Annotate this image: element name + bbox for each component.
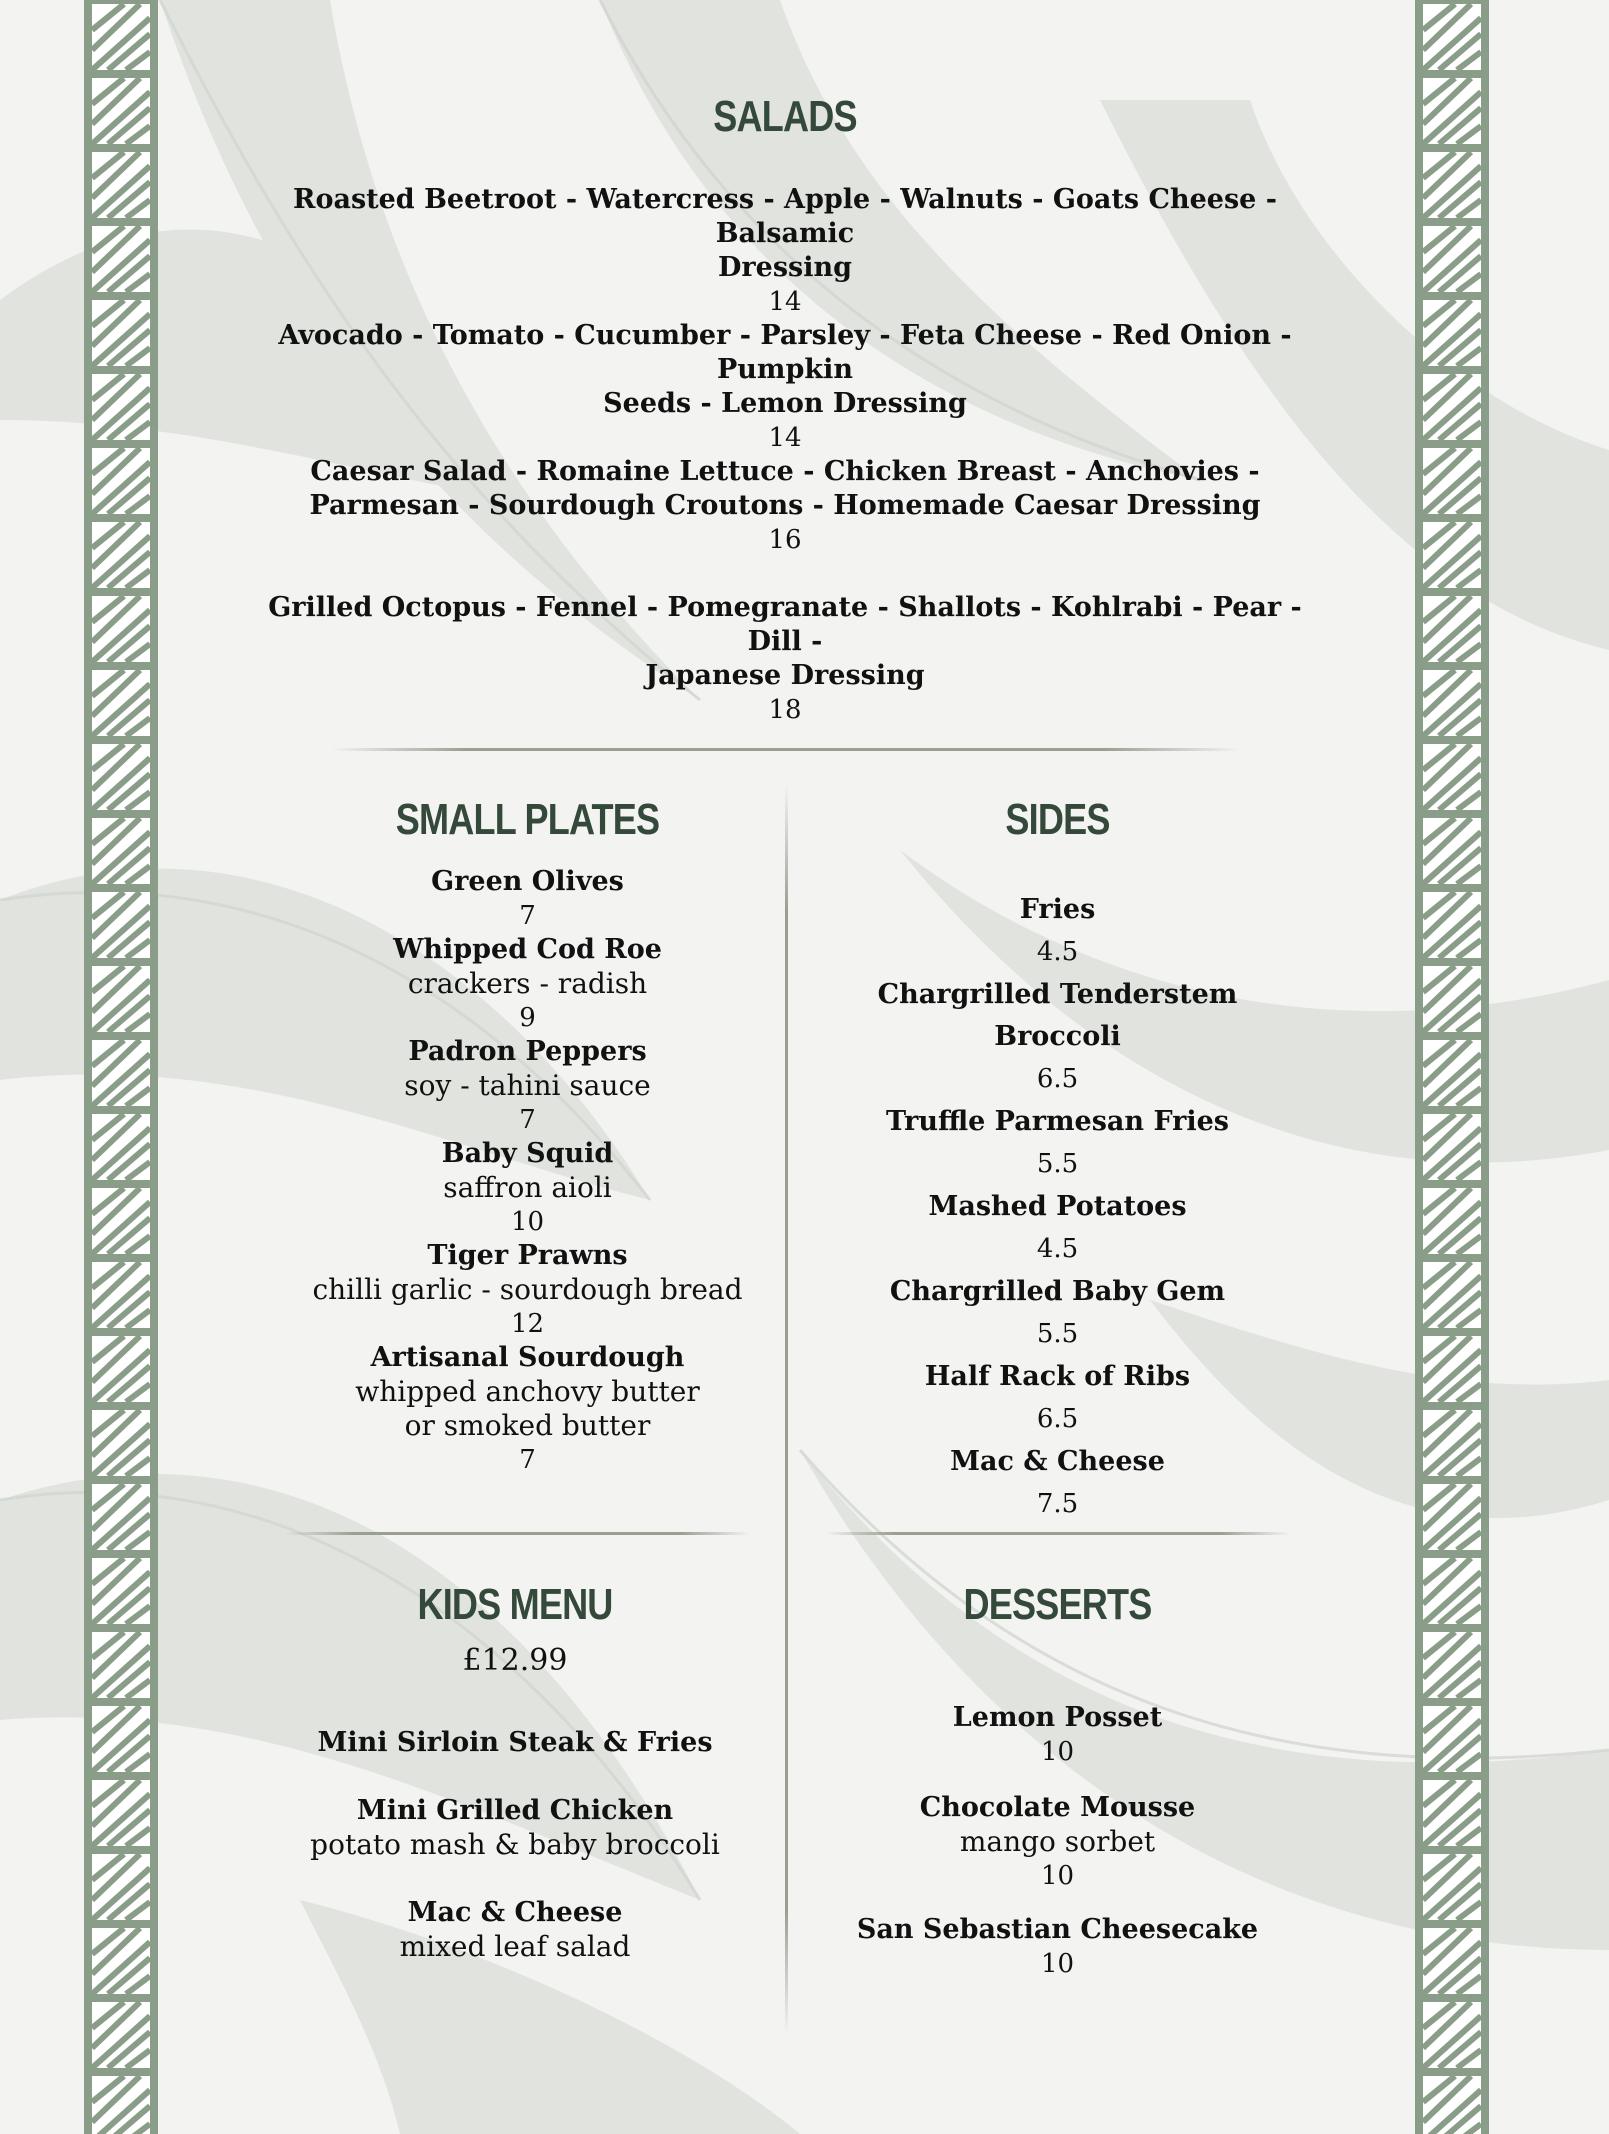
side-price: 4.5 xyxy=(1036,937,1079,967)
dessert-desc: mango sorbet xyxy=(959,1825,1156,1858)
kids-item-desc: mixed leaf salad xyxy=(399,1930,631,1963)
salad-price: 14 xyxy=(768,423,802,453)
salad-item xyxy=(250,183,1320,319)
desserts-heading: DESSERTS xyxy=(963,1580,1152,1629)
small-plate-name: Tiger Prawns xyxy=(427,1240,628,1271)
salad-item xyxy=(250,455,1320,557)
kids-item-name: Mini Grilled Chicken xyxy=(356,1795,674,1826)
kids-menu-list xyxy=(290,1726,740,1964)
side-name: Truffle Parmesan Fries xyxy=(885,1106,1230,1137)
small-plate-desc: saffron aioli xyxy=(443,1171,612,1204)
sides-list xyxy=(815,889,1300,1526)
geometric-pattern-icon xyxy=(84,0,158,2134)
salad-item xyxy=(250,319,1320,455)
salad-price: 18 xyxy=(768,695,802,725)
salad-name: Dressing xyxy=(718,252,852,283)
small-plate-name: Padron Peppers xyxy=(408,1036,647,1067)
kids-menu-heading: KIDS MENU xyxy=(417,1580,613,1629)
small-plate-desc: or smoked butter xyxy=(404,1409,651,1442)
dessert-price: 10 xyxy=(1040,1737,1075,1767)
divider xyxy=(785,785,788,2035)
kids-item-name: Mini Sirloin Steak & Fries xyxy=(317,1727,713,1758)
small-plate-desc: soy - tahini sauce xyxy=(404,1069,651,1102)
side-name: Half Rack of Ribs xyxy=(924,1361,1191,1392)
left-decorative-border xyxy=(84,0,158,2134)
small-plate-name: Whipped Cod Roe xyxy=(393,934,662,965)
kids-item-desc: potato mash & baby broccoli xyxy=(310,1828,720,1861)
small-plates-heading: SMALL PLATES xyxy=(395,795,660,844)
dessert-name: Lemon Posset xyxy=(952,1702,1163,1733)
kids-item-name: Mac & Cheese xyxy=(407,1897,623,1928)
side-name: Fries xyxy=(1019,894,1096,925)
small-plate-price: 12 xyxy=(510,1309,545,1339)
side-price: 4.5 xyxy=(1036,1234,1079,1264)
side-price: 6.5 xyxy=(1036,1064,1079,1094)
side-name: Chargrilled Tenderstem Broccoli xyxy=(877,979,1238,1052)
salad-price: 16 xyxy=(768,525,802,555)
side-name: Chargrilled Baby Gem xyxy=(889,1276,1226,1307)
side-price: 5.5 xyxy=(1036,1319,1079,1349)
divider xyxy=(330,748,1240,751)
side-name: Mac & Cheese xyxy=(950,1446,1165,1477)
small-plate-name: Baby Squid xyxy=(441,1138,614,1169)
salad-name: Japanese Dressing xyxy=(645,660,925,691)
small-plates-list xyxy=(305,865,750,1477)
side-price: 7.5 xyxy=(1036,1489,1079,1519)
small-plate-price: 7 xyxy=(519,1105,536,1135)
sides-heading: SIDES xyxy=(1005,795,1110,844)
salad-price: 14 xyxy=(768,287,802,317)
salad-name: Grilled Octopus - Fennel - Pomegranate - Shallots - Kohlrabi - Pear - Dill - xyxy=(268,592,1302,657)
small-plate-price: 9 xyxy=(519,1003,536,1033)
salad-name: Seeds - Lemon Dressing xyxy=(603,388,967,419)
small-plate-desc: whipped anchovy butter xyxy=(355,1375,700,1408)
salad-name: Roasted Beetroot - Watercress - Apple - Walnuts - Goats Cheese - Balsamic xyxy=(293,184,1277,249)
dessert-price: 10 xyxy=(1040,1949,1075,1979)
side-name: Mashed Potatoes xyxy=(928,1191,1187,1222)
dessert-price: 10 xyxy=(1040,1861,1075,1891)
desserts-list xyxy=(830,1701,1285,1981)
side-price: 6.5 xyxy=(1036,1404,1079,1434)
right-decorative-border xyxy=(1415,0,1489,2134)
geometric-pattern-icon xyxy=(1415,0,1489,2134)
salad-name: Parmesan - Sourdough Croutons - Homemade Caesar Dressing xyxy=(309,490,1261,521)
divider xyxy=(825,1532,1290,1535)
kids-menu-price: £12.99 xyxy=(462,1643,568,1678)
small-plate-desc: chilli garlic - sourdough bread xyxy=(312,1273,743,1306)
small-plate-desc: crackers - radish xyxy=(407,967,648,1000)
salad-name: Caesar Salad - Romaine Lettuce - Chicken Breast - Anchovies - xyxy=(310,456,1260,487)
small-plate-price: 7 xyxy=(519,1445,536,1475)
small-plate-name: Artisanal Sourdough xyxy=(370,1342,685,1373)
salad-item xyxy=(250,591,1320,727)
dessert-name: San Sebastian Cheesecake xyxy=(856,1914,1259,1945)
salads-heading: SALADS xyxy=(713,92,857,141)
small-plate-price: 10 xyxy=(510,1207,545,1237)
small-plate-name: Green Olives xyxy=(431,866,624,897)
side-price: 5.5 xyxy=(1036,1149,1079,1179)
divider xyxy=(285,1532,750,1535)
small-plate-price: 7 xyxy=(519,901,536,931)
salad-name: Avocado - Tomato - Cucumber - Parsley - Feta Cheese - Red Onion - Pumpkin xyxy=(278,320,1292,385)
dessert-name: Chocolate Mousse xyxy=(919,1792,1196,1823)
